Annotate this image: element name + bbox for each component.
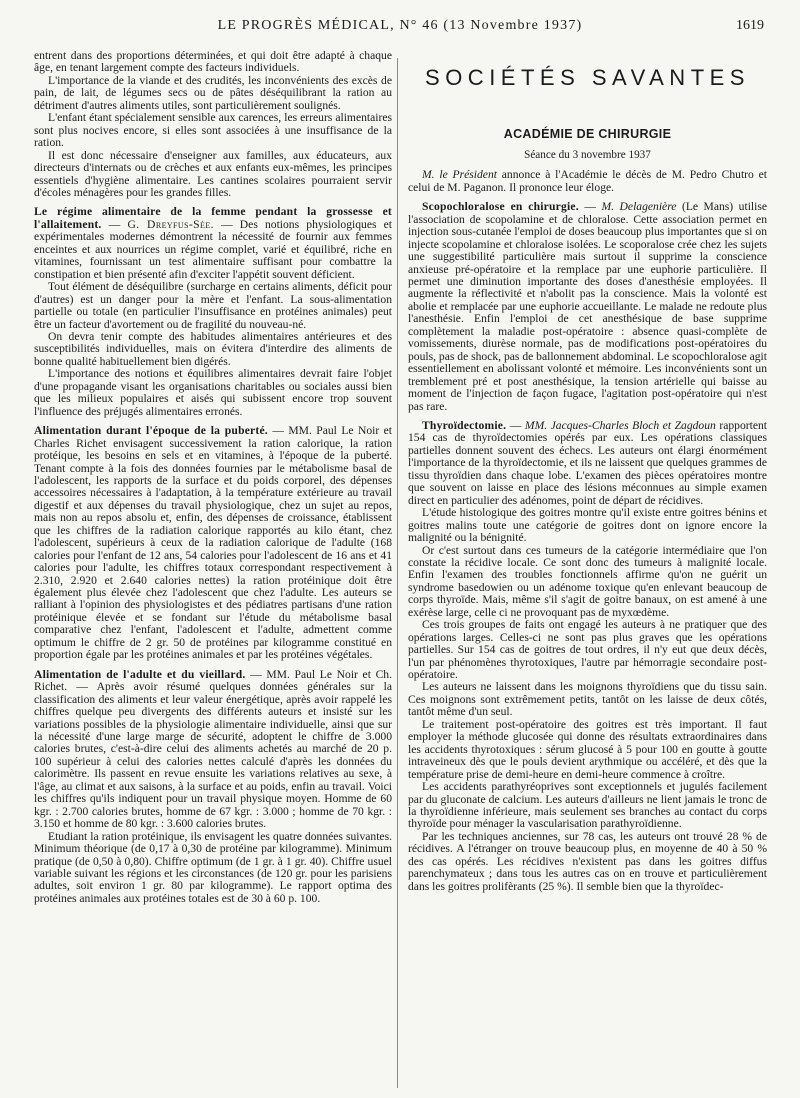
academy-title: ACADÉMIE DE CHIRURGIE <box>503 127 672 142</box>
article-heading: Alimentation de l'adulte et du vieillard. <box>34 667 246 681</box>
article-author: MM. Paul Le Noir et Charles Richet <box>34 424 393 450</box>
body-paragraph: Les auteurs ne laissent dans les moignons thyroïdiens que du tissu sain. Ces moignons sont extrêmement petits, tantôt on les laisse de deux côtés, tantôt même d'un seul. <box>408 680 767 719</box>
article-thyroidectomy: Thyroïdectomie. — MM. Jacques-Charles Bloch et Zagdoun rapportent 154 cas de thyroïdectomies opérés par eux. Les opérations classiques partielles donnent souvent des échecs. Les auteurs ont élargi énormément l'importance de la thyroïdectomie, et ils ne laissent que quelques grammes de tissu thyroïdien dans chaque lobe. L'examen des pièces opératoires montre que souvent on laisse en place des lésions méconnues au simple examen direct en particulier des adénomes, point de départ de récidives. L'étude histologique des goitres montre qu'il existe entre goitres bénins et goitres malins toute une catégorie de goitres dont on ignore encore la malignité ou la bénignité. Or c'est surtout dans ces tumeurs de la catégorie intermédiaire que l'on constate la récidive locale. Ce sont donc des tumeurs à malignité locale. Enfin l'examen des troubles fonctionnels affirme qu'on ne guérit un syndrome basedowien ou un adénome toxique qu'en enlevant beaucoup de corps thyroïde. Mais, même s'il s'agit de goitre banaux, on est amené à une exérèse large, celle ci ne provoquant pas de myxœdème. Ces trois groupes de faits ont engagé les auteurs à ne pratiquer que des opérations larges. Celles-ci ne sont pas plus graves que les opérations partielles. Sur 154 cas de goitres de tout ordres, il n'y eut que deux décès, l'un par phénomènes thyrotoxiques, l'autre par hémorragie secondaire post-opératoire. Les auteurs ne laissent dans les moignons thyroïdiens que du tissu sain. Ces moignons sont extrêmement petits, tantôt on les laisse de deux côtés, tantôt même d'un seul. Le traitement post-opératoire des goitres est très important. Il faut employer la méthode glucosée qui donne des résultats extraordinaires dans les accidents thyrotoxiques : sérum glucosé à 5 pour 100 en goutte à goutte intraveineux dès que le pouls devient arythmique ou accéléré, et dès que la température prise de demi-heure en demi-heure commence à croître. Les accidents parathyréoprives sont exceptionnels et jugulés facilement par du gluconate de calcium. Les auteurs d'ailleurs ne lient jamais le tronc de la thyroïdienne inférieure, mais seulement ses branches au contact du corps thyroïde pour ménager la vascularisation parathyroïdienne. Par les techniques anciennes, sur 78 cas, les auteurs ont trouvé 28 % de récidives. A l'étranger on trouve beaucoup plus, en moyenne de 40 à 50 % des cas opérés. Les récidives n'existent pas dans les goitres diffus parenchymateux ; dans tous les autres cas on en trouve et particulièrement dans les goitres prolifèrants (25 %). Il semble bien que la thyroïdec- <box>408 418 767 893</box>
article-heading: Le régime alimentaire de la femme pendant la grossesse et l'allaitement. <box>34 205 392 231</box>
article-author: MM. Paul Le Noir et Ch. Richet. <box>34 667 392 694</box>
left-column <box>34 50 392 905</box>
article-author: MM. Jacques-Charles Bloch et Zagdoun <box>524 418 716 432</box>
body-text: envisagent successivement la ration calorique, la ration protéique, les besoins en sels et en vitamines, à l'époque de la puberté. Tenant compte à la fois des données fournies par le métabolisme basal de l'adolescent, les rapports de la surface et du poids corporel, des dépenses accessoires nécessaires à l'adaptation, à la température extérieure au travail digestif et aux dépenses du travail physiologique, chez un sujet au repos, mais non au repos absolu et, enfin, des dépenses de croissance, établissent que les chiffres de la radiation calorique rapportés au kilo étant, chez l'adolescent, supérieurs à ceux de la radiation calorique de l'adulte (168 calories pour l'enfant de 12 ans, 54 calories pour l'adolescent de 16 ans et 41 calories pour l'adulte, les chiffres totaux correspondant respectivement à 2.310, 2.920 et 2.640 calories nettes) la ration protéinique doit être également plus élevée chez l'adolescent que chez l'adulte. Les auteurs se ralliant à l'opinion des physiologistes et des pédiatres partisans d'une ration protéinique élevée et se fondant sur l'étude du métabolisme basal comparative chez l'enfant, l'adolescent et l'adulte, admettent comme optimum le chiffre de 2 gr. 50 de protéines par kilogramme constitué en proportion égale par les protéines animales et par les protéines végétales. <box>34 436 393 662</box>
article-heading: Scopochloralose en chirurgie. <box>422 200 579 214</box>
body-paragraph: L'importance des notions et équilibres alimentaires devrait faire l'objet d'une propagande visant les organisations charitables ou sociales aussi bien que les milieux populaires et aisés qui subissent encore trop souvent l'influence des préjugés alimentaires erronés. <box>34 367 392 418</box>
body-paragraph: Le traitement post-opératoire des goitres est très important. Il faut employer la méthode glucosée qui donne des résultats extraordinaires dans les accidents thyrotoxiques : sérum glucosé à 5 pour 100 en goutte à goutte intraveineux dès que le pouls devient arythmique ou accéléré, et dès que la température prise de demi-heure en demi-heure commence à croître. <box>408 717 767 781</box>
article-puberty: Alimentation durant l'époque de la puberté. — MM. Paul Le Noir et Charles Richet envisagent successivement la ration calorique, la ration protéique, les besoins en sels et en vitamines, à l'époque de la puberté. Tenant compte à la fois des données fournies par le métabolisme basal de l'adolescent, les rapports de la surface et du poids corporel, des dépenses accessoires nécessaires à l'adaptation, à la température extérieure au travail digestif et aux dépenses du travail physiologique, chez un sujet au repos, mais non au repos absolu et, enfin, des dépenses de croissance, établissent que les chiffres de la radiation calorique rapportés au kilo étant, chez l'adolescent, supérieurs à ceux de la radiation calorique de l'adulte (168 calories pour l'enfant de 12 ans, 54 calories pour l'adolescent de 16 ans et 41 calories pour l'adulte, les chiffres totaux correspondant respectivement à 2.310, 2.920 et 2.640 calories nettes) la ration protéinique doit être également plus élevée chez l'adolescent que chez l'adulte. Les auteurs se ralliant à l'opinion des physiologistes et des pédiatres partisans d'une ration protéinique élevée et se fondant sur l'étude du métabolisme basal comparative chez l'enfant, l'adolescent et l'adulte, admettent comme optimum le chiffre de 2 gr. 50 de protéines par kilogramme constitué en proportion égale par les protéines animales et par les protéines végétales. <box>34 424 393 662</box>
body-paragraph: Etudiant la ration protéinique, ils envisagent les quatre données suivantes. Minimum théorique (de 0,17 à 0,30 de protéine par kilogramme). Minimum pratique (de 0,50 à 0,80). Chiffre optimum (de 1 gr. à 1 gr. 40). Chiffre usuel variable suivant les régions et les circonstances (de 120 gr. pour les parisiens adultes, soit environ 1 gr. 80 par kilogramme). Le rapport optima des protéines animales aux protéines totales est de 30 à 60 p. 100. <box>34 829 392 905</box>
body-paragraph: Il est donc nécessaire d'enseigner aux familles, aux éducateurs, aux directeurs d'internats ou de crèches et aux enfants eux-mêmes, les principes essentiels d'hygiène alimentaire. Les cantines scolaires pourraient servir d'écoles ménagères pour les grandes filles. <box>34 148 392 199</box>
body-paragraph: On devra tenir compte des habitudes alimentaires antérieures et des susceptibilités individuelles, mais on évitera d'interdire des aliments de bonne qualité habituellement bien digérés. <box>34 329 392 368</box>
article-adult: Alimentation de l'adulte et du vieillard. — MM. Paul Le Noir et Ch. Richet. — Après avoir résumé quelques données générales sur la classification des aliments et leur valeur énergétique, après avoir rappelé les chiffres quelque peu divergents des différents auteurs et insisté sur les variations possibles de la physiologie alimentaire individuelle, ainsi que sur la nécessité d'une large marge de sécurité, adoptent le chiffre de 3.000 calories brutes, c'est-à-dire celui des aliments achetés au marché de 20 p. 100 supérieur à celui des calories nettes calculé d'après les données du calorimètre. Ils passent en revue ensuite les variations relatives au sexe, à l'âge, au climat et aux saisons, à la surface et au poids, enfin au travail. Voici les chiffres qu'ils indiquent pour un travail physique moyen. Homme de 60 kgr. : 2.700 calories brutes, homme de 67 kgr. : 3.000 ; homme de 70 kgr. : 3.150 et homme de 80 kgr. : 3.600 calories brutes. Etudiant la ration protéinique, ils envisagent les quatre données suivantes. Minimum théorique (de 0,17 à 0,30 de protéine par kilogramme). Minimum pratique (de 0,50 à 0,80). Chiffre optimum (de 1 gr. à 1 gr. 40). Chiffre usuel variable suivant les régions et les circonstances (de 120 gr. pour les parisiens adultes, soit environ 1 gr. 80 par kilogramme). Le rapport optima des protéines animales aux protéines totales est de 30 à 60 p. 100. <box>34 667 392 905</box>
section-title: SOCIÉTÉS SAVANTES <box>425 65 750 90</box>
body-paragraph: Tout élément de déséquilibre (surcharge en certains aliments, déficit pour d'autres) est un danger pour la mère et l'enfant. La sous-alimentation partielle ou totale (en particulier l'insuffisance en protéines animales) peut être un facteur d'avortement ou de fragilité du nouveau-né. <box>34 280 392 331</box>
body-text: annonce à l'Académie le décès de M. Pedro Chutro et celui de M. Paganon. Il prononce leur éloge. <box>408 168 767 194</box>
body-paragraph: L'étude histologique des goitres montre qu'il existe entre goitres bénins et goitres malins toute une catégorie de goitres dont on ignore encore la malignité ou la bénignité. <box>408 506 767 545</box>
body-paragraph: Les accidents parathyréoprives sont exceptionnels et jugulés facilement par du gluconate de calcium. Les auteurs d'ailleurs ne lient jamais le tronc de la thyroïdienne inférieure, mais seulement ses branches au contact du corps thyroïde pour ménager la vascularisation parathyroïdienne. <box>408 780 767 831</box>
session-date: Séance du 3 novembre 1937 <box>524 148 651 161</box>
body-paragraph: Or c'est surtout dans ces tumeurs de la catégorie intermédiaire que l'on constate la récidive locale. Ce sont donc des tumeurs à malignité locale. Enfin l'examen des troubles fonctionnels affirme qu'on ne guérit un syndrome basedowien ou un adénome toxique qu'en enlevant beaucoup de corps thyroïde. Mais, même s'il s'agit de goitre banaux, on est amené à une exérèse large, celle ci ne provoquant pas de myxœdème. <box>408 543 767 619</box>
body-paragraph: Ces trois groupes de faits ont engagé les auteurs à ne pratiquer que des opérations larges. Celles-ci ne sont pas plus graves que les opérations partielles. Sur 154 cas de goitres de tout ordres, il n'y eut que deux décès, l'un par phénomènes thyrotoxiques, l'autre par hémorragie secondaire post-opératoire. <box>408 618 767 682</box>
article-heading: Alimentation durant l'époque de la puberté. <box>34 424 268 438</box>
article-author: G. Dreyfus-Sée. <box>127 217 214 231</box>
body-text: Après avoir résumé quelques données générales sur la classification des aliments et leur valeur énergétique, après avoir rappelé les chiffres quelque peu divergents des différents auteurs et insisté sur les variations possibles de la physiologie alimentaire individuelle, ainsi que sur la nécessité d'une large marge de sécurité, adoptent le chiffre de 3.000 calories brutes, c'est-à-dire celui des aliments achetés au marché de 20 p. 100 supérieur à celui des calories nettes calculé d'après les données du calorimètre. Ils passent en revue ensuite les variations relatives au sexe, à l'âge, au climat et aux saisons, à la surface et au poids, enfin au travail. Voici les chiffres qu'ils indiquent pour un travail physique moyen. Homme de 60 kgr. : 2.700 calories brutes, homme de 67 kgr. : 3.000 ; homme de 70 kgr. : 3.150 et homme de 80 kgr. : 3.600 calories brutes. <box>34 680 392 831</box>
page-number: 1619 <box>736 18 764 33</box>
body-paragraph: L'enfant étant spécialement sensible aux carences, les erreurs alimentaires sont plus nocives encore, si elles sont associées à une insuffisance de la ration. <box>34 111 392 150</box>
body-text: Des notions physiologiques et expérimentales modernes démontrent la nécessité de fournir aux femmes enceintes et aux nourrices un régime complet, varié et équilibré, riche en vitamines, fournissant un test alimentaire suffisant pour combattre la constipation et bien présenté afin d'exciter l'appétit souvent déficient. <box>34 217 393 281</box>
body-text: (Le Mans) utilise l'association de scopolamine et de chloralose. Cette association permet en injection sous-cutanée l'emploi de doses beaucoup plus importantes que si on injecte scopolamine et chloralose isolées. Le scoporalose crée chez les sujets une suggestibilité particulière mais surtout il supprime la conscience anxieuse pré-opératoire et la remplace par une euphorie particulière. Il permet une diminution importante des doses d'anesthésie employées. Il augmente la réflectivité et n'abolit pas la conscience. Mais la volonté est abolie et remplacée par une euphorie accueillante. Le malade ne redoute plus l'anesthésie. Enfin l'emploi de cet anesthésique de base supprime complètement la maladie post-opératoire : absence quasi-complète de vomissements, diurèse normale, pas de modifications post-opératoires du pouls, pas de shock, pas de ballonnement abdominal. Le scopochloralose agit essentiellement en abolissant volonté et mémoire. Les inconvénients sont un tremblement pré et post anesthésique, la tension artérielle qui baisse au moment de l'injection de façon fugace, l'agitation post-opératoire qui n'est pas rare. <box>408 200 768 413</box>
body-paragraph: L'importance de la viande et des crudités, les inconvénients des excès de pain, de lait, de légumes secs ou de pâtes déséquilibrant la ration au détriment d'autres aliments utiles, sont particulièrement soulignés. <box>34 73 392 112</box>
article-heading: Thyroïdectomie. <box>422 418 507 432</box>
president-label: M. le Président <box>422 168 497 182</box>
column-divider <box>397 58 398 1088</box>
running-head <box>0 18 800 38</box>
article-author: M. Delagenière <box>601 200 677 214</box>
body-paragraph: entrent dans des proportions déterminées, et qui doit être adapté à chaque âge, en tenant largement compte des facteurs individuels. <box>34 49 392 75</box>
body-text: rapportent 154 cas de thyroïdectomies opérés par eux. Les opérations classiques partielles donnent souvent des échecs. Les auteurs ont élargi énormément l'importance de la thyroïdectomie, et ils ne laissent que quelques grammes de tissu thyroïdien dans chaque lobe. L'examen des pièces opératoires montre que souvent on laisse en place des lésions méconnues au simple examen direct en particulier des adénomes, point de départ de récidives. <box>408 418 767 507</box>
article-scopochloralose: Scopochloralose en chirurgie. — M. Delagenière (Le Mans) utilise l'association de scopolamine et de chloralose. Cette association permet en injection sous-cutanée l'emploi de doses beaucoup plus importantes que si on injecte scopolamine et chloralose isolées. Le scoporalose crée chez les sujets une suggestibilité particulière mais surtout il supprime la conscience anxieuse pré-opératoire et la remplace par une euphorie particulière. Il permet une diminution importante des doses d'anesthésie employées. Il augmente la réflectivité et n'abolit pas la conscience. Mais la volonté est abolie et remplacée par une euphorie accueillante. Le malade ne redoute plus l'anesthésie. Enfin l'emploi de cet anesthésique de base supprime complètement la maladie post-opératoire : absence quasi-complète de vomissements, diurèse normale, pas de modifications post-opératoires du pouls, pas de shock, pas de ballonnement abdominal. Le scopochloralose agit essentiellement en abolissant volonté et mémoire. Les inconvénients sont un tremblement pré et post anesthésique, la tension artérielle qui baisse au moment de l'injection de façon fugace, l'agitation post-opératoire qui n'est pas rare. <box>408 200 768 413</box>
journal-header: LE PROGRÈS MÉDICAL, N° 46 (13 Novembre 1937) <box>217 18 583 33</box>
article-pregnancy: Le régime alimentaire de la femme pendant la grossesse et l'allaitement. — G. Dreyfus-Sée. — Des notions physiologiques et expérimentales modernes démontrent la nécessité de fournir aux femmes enceintes et aux nourrices un régime complet, varié et équilibré, riche en vitamines, fournissant un test alimentaire suffisant pour combattre la constipation et bien présenté afin d'exciter l'appétit souvent déficient. Tout élément de déséquilibre (surcharge en certains aliments, déficit pour d'autres) est un danger pour la mère et l'enfant. La sous-alimentation partielle ou totale (en particulier l'insuffisance en protéines animales) peut être un facteur d'avortement ou de fragilité du nouveau-né. On devra tenir compte des habitudes alimentaires antérieures et des susceptibilités individuelles, mais on évitera d'interdire des aliments de bonne qualité habituellement bien digérés. L'importance des notions et équilibres alimentaires devrait faire l'objet d'une propagande visant les organisations charitables ou sociales aussi bien que les milieux populaires et aisés qui subissent encore trop souvent l'influence des préjugés alimentaires erronés. <box>34 205 393 418</box>
right-column <box>408 50 767 893</box>
body-paragraph: Par les techniques anciennes, sur 78 cas, les auteurs ont trouvé 28 % de récidives. A l'étranger on trouve beaucoup plus, en moyenne de 40 à 50 % des cas opérés. Les récidives n'existent pas dans les goitres diffus parenchymateux ; dans tous les autres cas on en trouve et particulièrement dans les goitres prolifèrants (25 %). Il semble bien que la thyroïdec- <box>408 829 767 893</box>
